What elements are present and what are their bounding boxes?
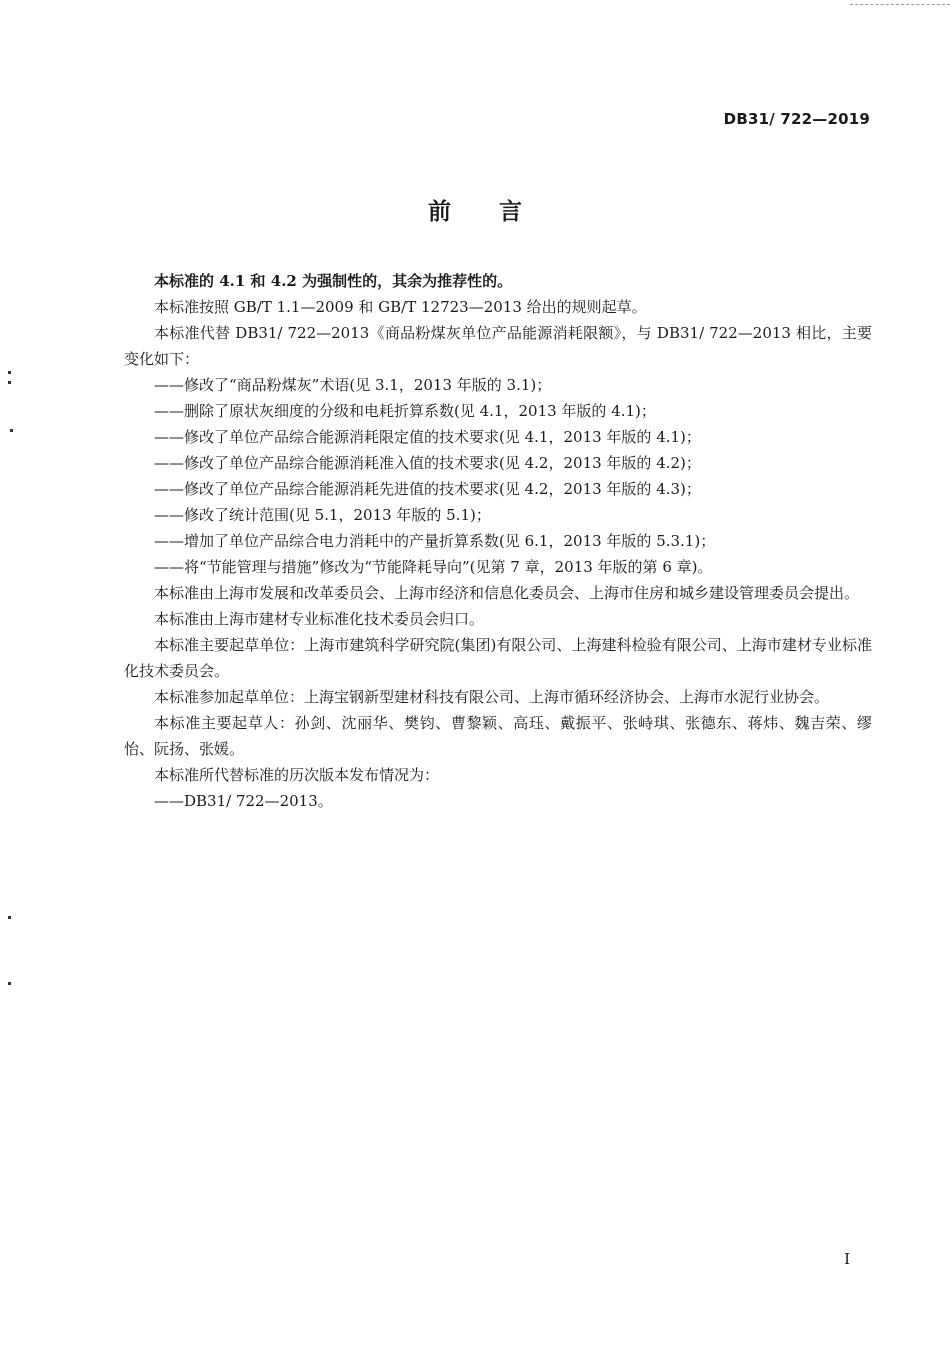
page-number: I [844, 1250, 850, 1268]
change-item: ——删除了原状灰细度的分级和电耗折算系数(见 4.1，2013 年版的 4.1)； [154, 402, 656, 420]
paragraph: 本标准按照 GB/T 1.1—2009 和 GB/T 12723—2013 给出的规则起草。 [154, 298, 647, 316]
paragraph: 本标准主要起草人：孙剑、沈丽华、樊钧、曹黎颖、高珏、戴振平、张峙琪、张德东、蒋炜、魏吉荣、缪怡、阮扬、张媛。 [124, 714, 872, 758]
paragraph: 本标准的 4.1 和 4.2 为强制性的，其余为推荐性的。 [154, 272, 513, 290]
change-item: ——DB31/ 722—2013。 [154, 792, 333, 810]
scan-artifact-mark [8, 916, 11, 919]
scan-artifact-mark [8, 982, 11, 985]
change-item: ——将“节能管理与措施”修改为“节能降耗导向”(见第 7 章，2013 年版的第 6 章)。 [154, 558, 713, 576]
page-title: 前言 [428, 199, 570, 225]
scan-artifact-line [850, 4, 950, 5]
change-item: ——增加了单位产品综合电力消耗中的产量折算系数(见 6.1，2013 年版的 5.3.1)； [154, 532, 716, 550]
change-item: ——修改了“商品粉煤灰”术语(见 3.1，2013 年版的 3.1)； [154, 376, 552, 394]
change-item: ——修改了统计范围(见 5.1，2013 年版的 5.1)； [154, 506, 491, 524]
paragraph: 本标准由上海市发展和改革委员会、上海市经济和信息化委员会、上海市住房和城乡建设管理委员会提出。 [154, 584, 860, 602]
change-item: ——修改了单位产品综合能源消耗限定值的技术要求(见 4.1，2013 年版的 4.1)； [154, 428, 701, 446]
scan-artifact-mark [8, 371, 11, 374]
scan-artifact-mark [10, 429, 13, 432]
paragraph: 本标准主要起草单位：上海市建筑科学研究院(集团)有限公司、上海建科检验有限公司、上海市建材专业标准化技术委员会。 [124, 636, 872, 680]
foreword-body [124, 268, 872, 814]
paragraph: 本标准由上海市建材专业标准化技术委员会归口。 [154, 610, 485, 628]
paragraph: 本标准参加起草单位：上海宝钢新型建材科技有限公司、上海市循环经济协会、上海市水泥行业协会。 [154, 688, 830, 706]
scan-artifact-mark [8, 381, 11, 384]
paragraph: 本标准所代替标准的历次版本发布情况为： [154, 766, 440, 784]
standard-code: DB31/ 722—2019 [723, 110, 870, 128]
paragraph: 本标准代替 DB31/ 722—2013《商品粉煤灰单位产品能源消耗限额》，与 DB31/ 722—2013 相比，主要变化如下： [124, 324, 872, 368]
change-item: ——修改了单位产品综合能源消耗准入值的技术要求(见 4.2，2013 年版的 4.2)； [154, 454, 701, 472]
change-item: ——修改了单位产品综合能源消耗先进值的技术要求(见 4.2，2013 年版的 4.3)； [154, 480, 701, 498]
